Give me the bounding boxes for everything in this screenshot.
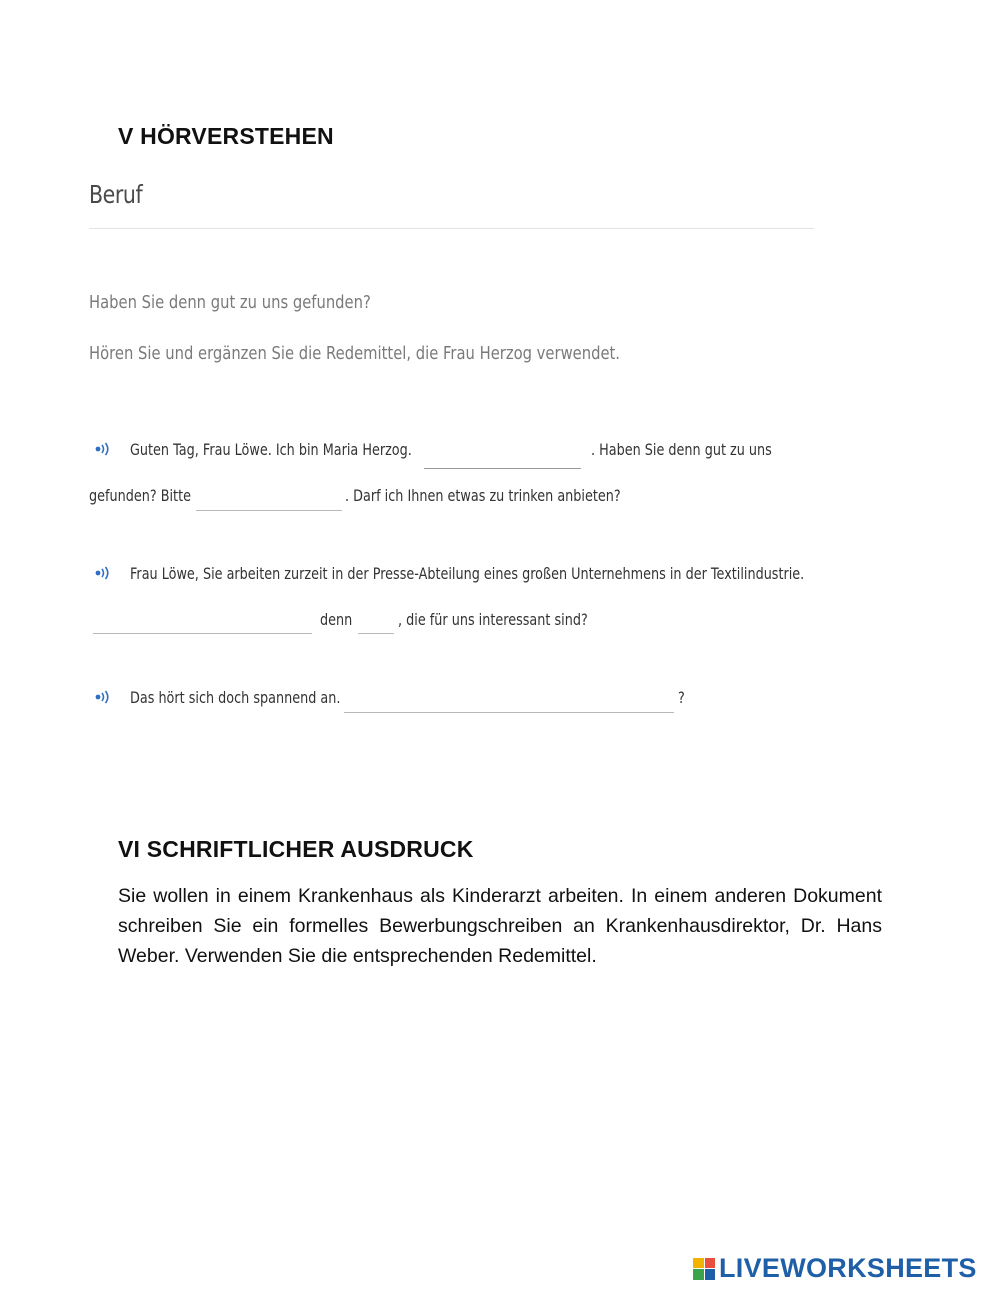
instruction-question: Haben Sie denn gut zu uns gefunden? xyxy=(89,292,371,313)
audio-speaker-icon[interactable] xyxy=(95,690,111,704)
blank-input-1[interactable] xyxy=(424,468,581,469)
section-6-heading: VI SCHRIFTLICHER AUSDRUCK xyxy=(118,836,474,862)
liveworksheets-logo xyxy=(693,1253,977,1284)
dialogue-line-2-end: , die für uns interessant sind? xyxy=(398,610,588,629)
audio-speaker-icon[interactable] xyxy=(95,442,111,456)
dialogue-line-1-end: . Darf ich Ihnen etwas zu trinken anbieten? xyxy=(345,486,621,505)
section-5-heading: V HÖRVERSTEHEN xyxy=(118,123,334,149)
blank-input-3[interactable] xyxy=(93,633,312,634)
blank-input-5[interactable] xyxy=(344,712,674,713)
brand-name: LIVEWORKSHEETS xyxy=(719,1253,977,1283)
blank-input-2[interactable] xyxy=(196,510,342,511)
dialogue-line-1-text: Guten Tag, Frau Löwe. Ich bin Maria Herzog. xyxy=(130,440,412,459)
exercise-title: Beruf xyxy=(89,180,143,209)
dialogue-line-1-continuation: . Haben Sie denn gut zu uns xyxy=(591,440,772,459)
audio-speaker-icon[interactable] xyxy=(95,566,111,580)
blank-input-4[interactable] xyxy=(358,633,394,634)
instruction-task: Hören Sie und ergänzen Sie die Redemittel, die Frau Herzog verwendet. xyxy=(89,343,621,364)
dialogue-line-2-word: denn xyxy=(320,610,353,629)
writing-task-paragraph: Sie wollen in einem Krankenhaus als Kinderarzt arbeiten. In einem anderen Dokument schreiben Sie ein formelles Bewerbungschreiben an Krankenhausdirektor, Dr. Hans Weber. Verwenden Sie die entsprechenden Redemittel. xyxy=(118,885,882,967)
title-divider xyxy=(89,228,814,229)
dialogue-line-2-text: Frau Löwe, Sie arbeiten zurzeit in der Presse-Abteilung eines großen Unternehmens in der Textilindustrie. xyxy=(130,564,805,583)
dialogue-line-1-second-row: gefunden? Bitte xyxy=(89,486,191,505)
liveworksheets-logo-icon xyxy=(693,1258,715,1280)
dialogue-line-3-text: Das hört sich doch spannend an. xyxy=(130,688,341,707)
dialogue-line-3-end: ? xyxy=(678,688,685,707)
